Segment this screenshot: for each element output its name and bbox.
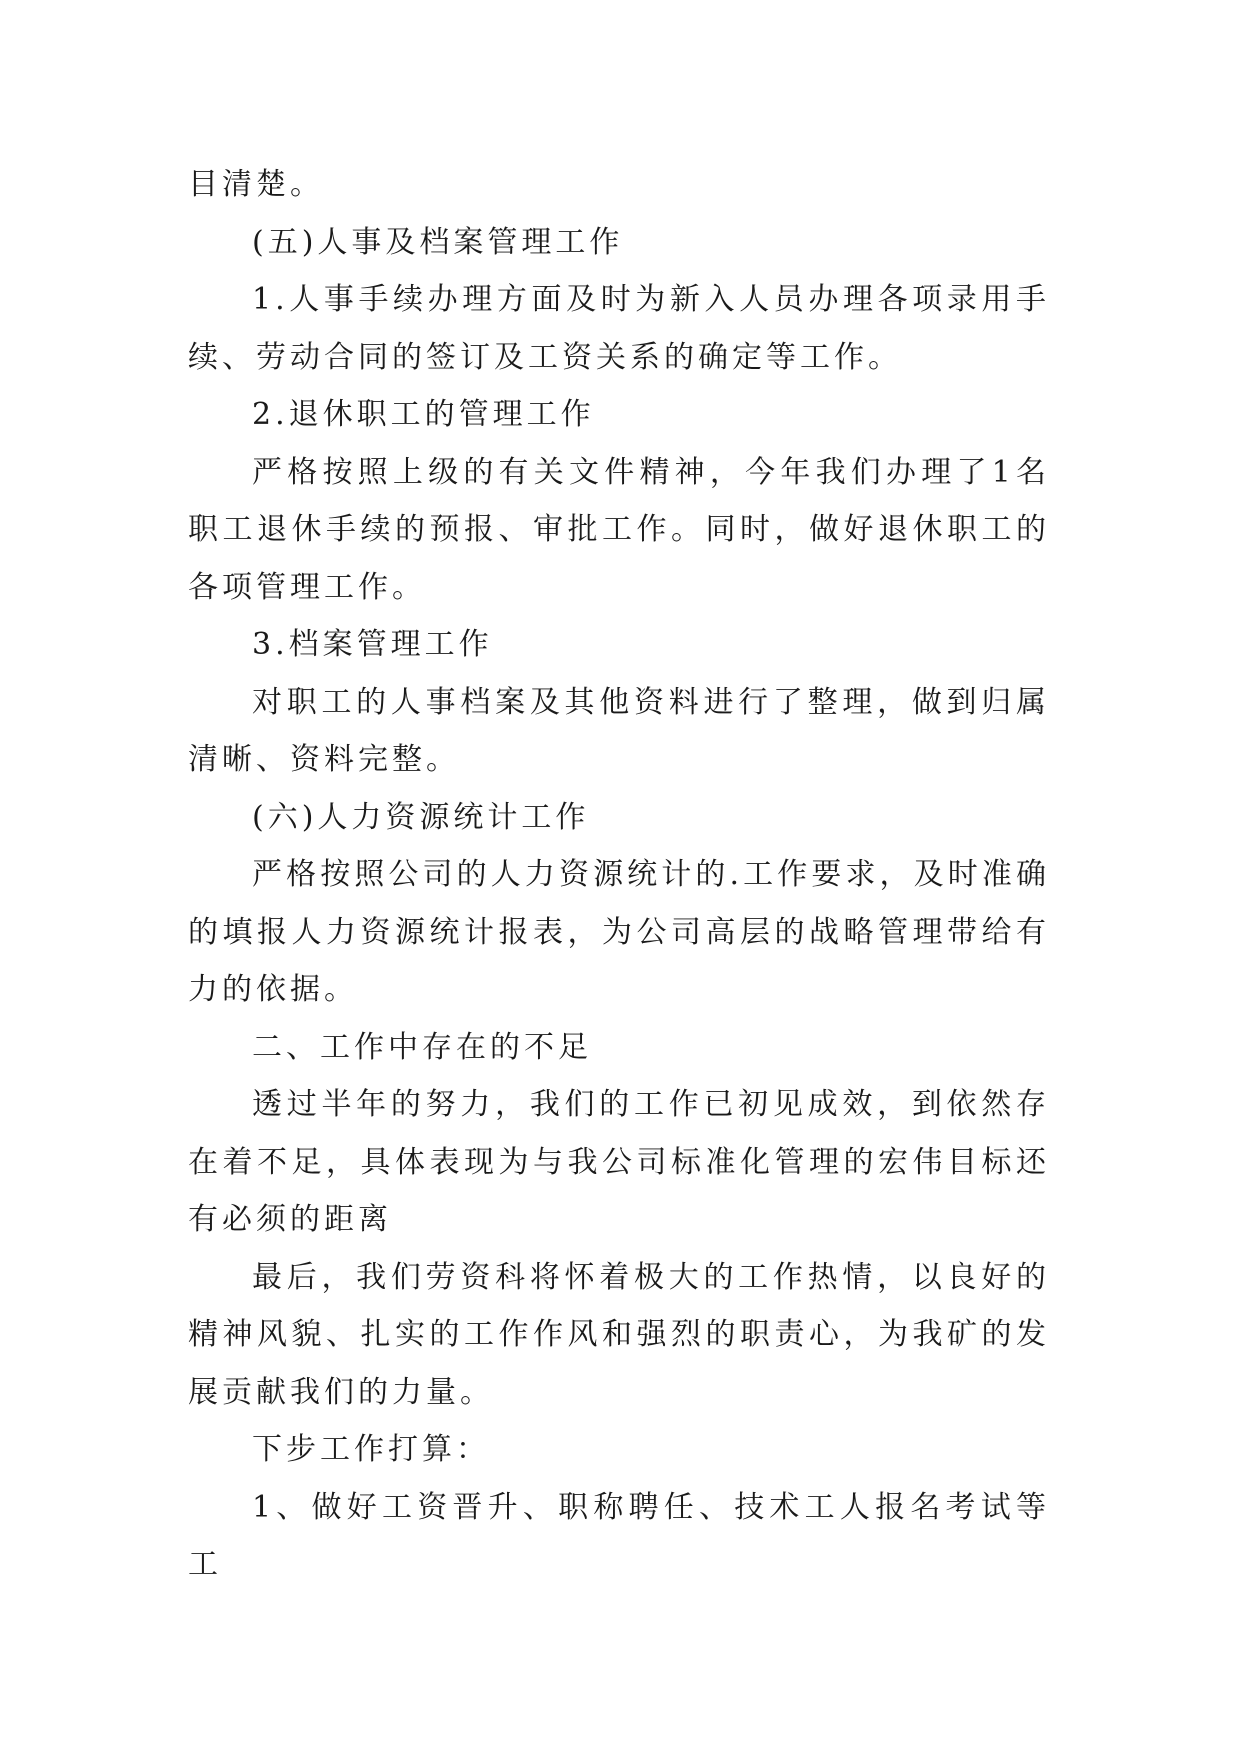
paragraph-conclusion: 最后，我们劳资科将怀着极大的工作热情，以良好的精神风貌、扎实的工作作风和强烈的职责心，为我矿的发展贡献我们的力量。 bbox=[188, 1259, 1050, 1410]
section-heading-personnel-archives: (五)人事及档案管理工作 bbox=[252, 224, 624, 260]
paragraph-next-step-1: 1、做好工资晋升、职称聘任、技术工人报名考试等工 bbox=[188, 1489, 1050, 1582]
paragraph-shortcomings: 透过半年的努力，我们的工作已初见成效，到依然存在着不足，具体表现为与我公司标准化管理的宏伟目标还有必须的距离 bbox=[188, 1087, 1050, 1237]
paragraph-archives: 对职工的人事档案及其他资料进行了整理，做到归属清晰、资料完整。 bbox=[188, 684, 1050, 777]
subheading-retired-staff: 2.退休职工的管理工作 bbox=[252, 397, 595, 432]
subheading-archives: 3.档案管理工作 bbox=[252, 627, 493, 662]
heading-next-steps: 下步工作打算： bbox=[252, 1432, 490, 1467]
paragraph-retired-staff: 严格按照上级的有关文件精神，今年我们办理了1名职工退休手续的预报、审批工作。同时，做好退休职工的各项管理工作。 bbox=[188, 454, 1050, 605]
section-heading-shortcomings: 二、工作中存在的不足 bbox=[252, 1029, 592, 1065]
document-body bbox=[188, 156, 1050, 1594]
paragraph-hr-statistics: 严格按照公司的人力资源统计的.工作要求，及时准确的填报人力资源统计报表，为公司高层的战略管理带给有力的依据。 bbox=[188, 857, 1050, 1007]
paragraph-personnel-procedures: 1.人事手续办理方面及时为新入人员办理各项录用手续、劳动合同的签订及工资关系的确定等工作。 bbox=[188, 282, 1050, 375]
paragraph-continuation: 目清楚。 bbox=[188, 167, 324, 202]
section-heading-hr-statistics: (六)人力资源统计工作 bbox=[252, 799, 590, 835]
